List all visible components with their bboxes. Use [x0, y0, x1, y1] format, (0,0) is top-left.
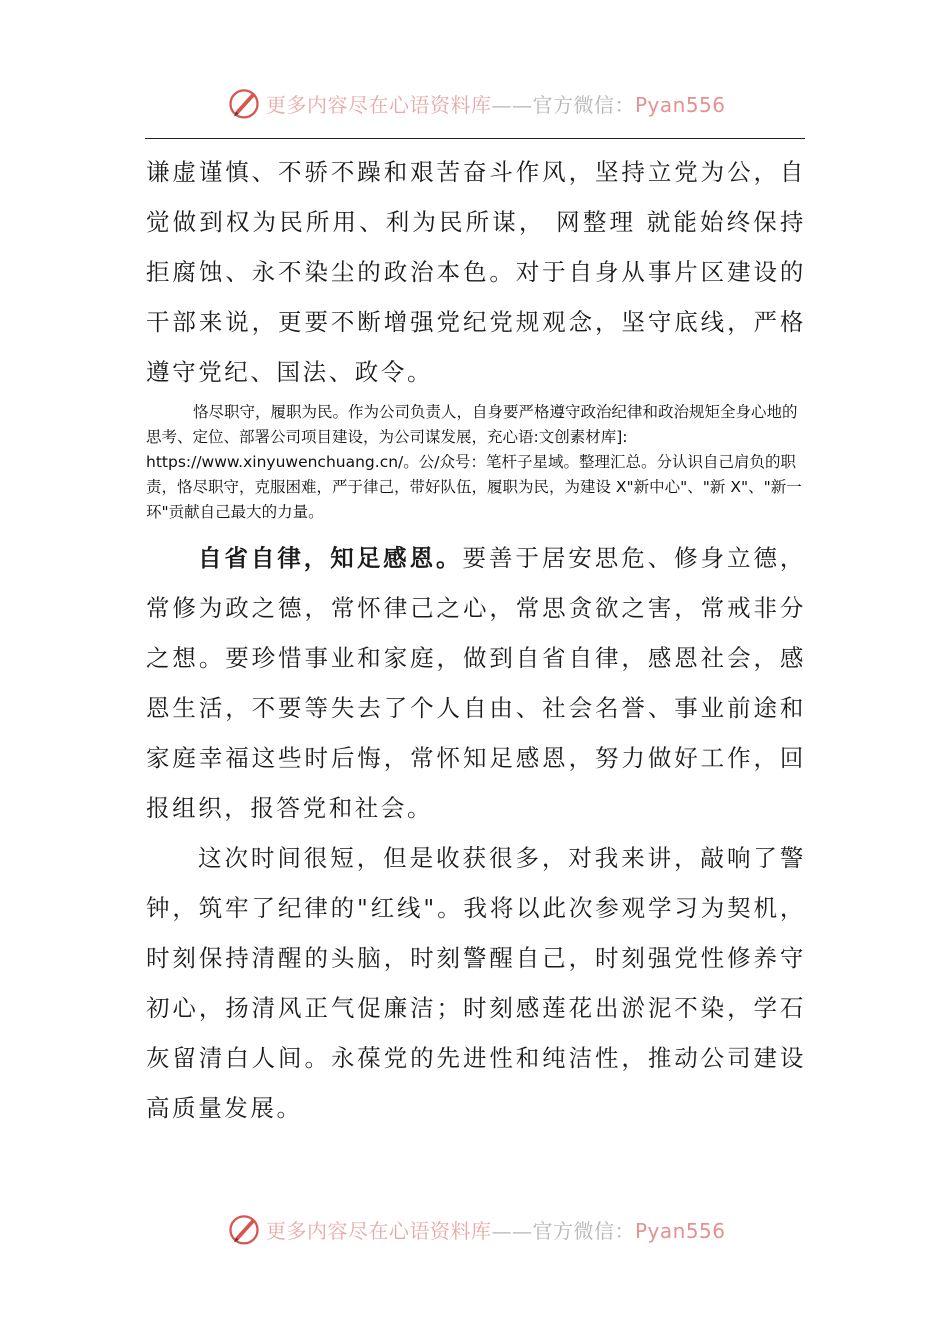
paragraph-2-text: 恪尽职守，履职为民。作为公司负责人，自身要严格遵守政治纪律和政治规矩全身心地的思考、定位、部署公司项目建设，为公司谋发展，充心语:文创素材库]: https://www.xinyuwenchuang.cn/。公/众号：笔杆子星域。整理汇总。分认识自己肩负的职责，恪尽职守，克服困难，严于律己，带好队伍，履职为民，为建设 X"新中心"、"新 X"、"新一环"贡献自己最大的力量。 [146, 403, 802, 521]
banner-dash: —— [491, 92, 533, 117]
header-divider [145, 138, 805, 139]
paragraph-1: 谦虚谨慎、不骄不躁和艰苦奋斗作风，坚持立党为公，自觉做到权为民所用、利为民所谋， 网整理 就能始终保持拒腐蚀、永不染尘的政治本色。对于自身从事片区建设的干部来说，更要不断增强党纪党规观念，坚守底线，严格遵守党纪、国法、政令。 [146, 158, 806, 386]
banner-text [266, 1215, 726, 1244]
paragraph-3 [146, 533, 806, 833]
banner-wechat-id: Pyan556 [635, 92, 726, 117]
pen-logo-icon [226, 1211, 262, 1247]
footer-banner [226, 1209, 746, 1249]
paragraph-2-small [146, 400, 806, 525]
paragraph-3-text: 要善于居安思危、修身立德，常修为政之德，常怀律己之心，常思贪欲之害，常戒非分之想。要珍惜事业和家庭，做到自省自律，感恩社会，感恩生活，不要等失去了个人自由、社会名誉、事业前途和家庭幸福这些时后悔，常怀知足感恩，努力做好工作，回报组织，报答党和社会。 [146, 544, 806, 822]
paragraph-4: 这次时间很短，但是收获很多，对我来讲，敲响了警钟，筑牢了纪律的"红线"。我将以此次参观学习为契机，时刻保持清醒的头脑，时刻警醒自己，时刻强党性修养守初心，扬清风正气促廉洁；时刻感莲花出淤泥不染，学石灰留清白人间。永葆党的先进性和纯洁性，推动公司建设高质量发展。 [146, 844, 806, 1122]
banner-main-text: 更多内容尽在心语资料库 [266, 1218, 492, 1243]
paragraph-3-heading: 自省自律，知足感恩。 [198, 544, 463, 572]
header-banner [226, 83, 746, 123]
banner-wechat-label: 官方微信： [532, 1218, 635, 1243]
pen-logo-icon [226, 85, 262, 121]
document-body [146, 147, 806, 1133]
banner-main-text: 更多内容尽在心语资料库 [266, 92, 492, 117]
banner-text [266, 89, 726, 118]
banner-dash: —— [491, 1218, 533, 1243]
banner-wechat-label: 官方微信： [532, 92, 635, 117]
banner-wechat-id: Pyan556 [635, 1218, 726, 1243]
